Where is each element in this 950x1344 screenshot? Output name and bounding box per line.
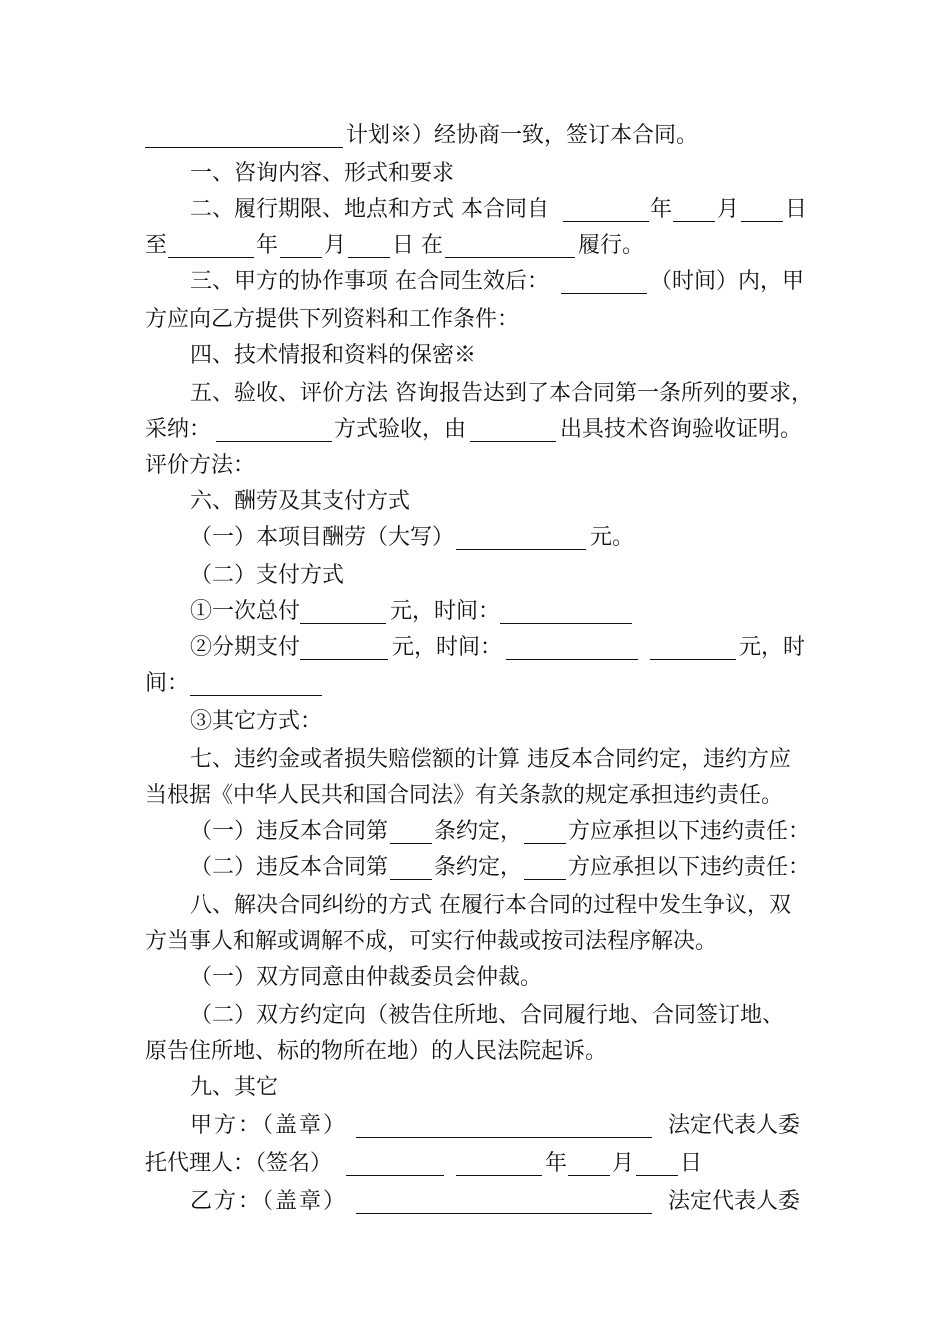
paragraph-text: 元，时间： [392,635,503,660]
text-line [0,776,950,816]
party-b-label: 乙方：（盖章） [190,1189,348,1214]
signature-line [0,1106,950,1146]
section-heading [0,1068,950,1108]
month-label: 月 [717,197,740,222]
blank-field [741,197,783,222]
paragraph-text: 元，时间： [390,599,501,624]
paragraph-text: 原告住所地、标的物所在地）的人民法院起诉。 [145,1039,608,1064]
blank-field [190,671,322,696]
paragraph-text: 当根据《中华人民共和国合同法》有关条款的规定承担违约责任。 [145,783,784,808]
blank-field [145,123,343,148]
paragraph-text: 三、甲方的协作事项 在合同生效后： [190,269,549,294]
section-heading [0,154,950,194]
blank-field [524,819,566,844]
blank-field [500,599,632,624]
blank-field [390,819,432,844]
text-line [0,226,950,266]
text-line [0,116,950,156]
month-label: 月 [324,233,347,258]
blank-field [300,599,386,624]
text-line [0,374,950,414]
text-line [0,702,950,742]
day-label: 日 [680,1151,703,1176]
blank-field [445,233,575,258]
text-line [0,446,950,486]
blank-field [563,197,649,222]
blank-field [390,855,432,880]
text-line [0,1032,950,1072]
text-line [0,190,950,230]
day-label: 日 [785,197,808,222]
paragraph-text: （时间）内，甲 [650,269,805,294]
blank-field [456,1151,542,1176]
paragraph-text: 计划※）经协商一致，签订本合同。 [346,123,699,148]
paragraph-text: （一）双方同意由仲裁委员会仲裁。 [190,965,543,990]
text-line [0,996,950,1036]
paragraph-text: （二）支付方式 [190,563,345,588]
paragraph-text: 方式验收，由 [334,417,467,442]
signature-line [0,1182,950,1222]
text-line [0,518,950,558]
paragraph-text: 采纳： [145,417,212,442]
signature-field [346,1151,444,1176]
blank-field [456,525,586,550]
blank-field [524,855,566,880]
paragraph-text: （二）双方约定向（被告住所地、合同履行地、合同签订地、 [190,1003,785,1028]
paragraph-text: 条约定， [434,855,523,880]
heading-text: 一、咨询内容、形式和要求 [190,161,455,186]
blank-field [673,197,715,222]
paragraph-text: （一）违反本合同第 [190,819,389,844]
signature-line [0,1144,950,1184]
paragraph-text: 至 [145,233,168,258]
text-line [0,958,950,998]
year-label: 年 [650,197,673,222]
paragraph-text: 方应向乙方提供下列资料和工作条件： [145,307,520,332]
text-line [0,628,950,668]
paragraph-text: 元，时 [739,635,806,660]
paragraph-text: ①一次总付 [190,599,301,624]
section-heading [0,886,950,926]
paragraph-text: （二）违反本合同第 [190,855,389,880]
text-line [0,556,950,596]
paragraph-text: 法定代表人委 [668,1113,801,1138]
heading-text: 四、技术情报和资料的保密※ [190,343,477,368]
paragraph-text: ②分期支付 [190,635,301,660]
text-line [0,300,950,340]
blank-field [568,1151,610,1176]
blank-field [470,417,556,442]
text-line [0,410,950,450]
text-line [0,664,950,704]
paragraph-text: 二、履行期限、地点和方式 本合同自 [190,197,549,222]
section-heading [0,482,950,522]
text-line [0,262,950,302]
text-line [0,848,950,888]
heading-text: 六、酬劳及其支付方式 [190,489,411,514]
party-a-label: 甲方：（盖章） [190,1113,348,1138]
paragraph-text: ③其它方式： [190,709,323,734]
paragraph-text: 出具技术咨询验收证明。 [560,417,803,442]
year-label: 年 [545,1151,568,1176]
heading-text: 七、违约金或者损失赔偿额的计算 违反本合同约定，违约方应 [190,747,791,772]
paragraph-text: 元。 [590,525,635,550]
blank-field [636,1151,678,1176]
blank-field [216,417,332,442]
heading-text: 九、其它 [190,1075,279,1100]
paragraph-text: 五、验收、评价方法 咨询报告达到了本合同第一条所列的要求， [190,381,813,406]
paragraph-text: 评价方法： [145,453,256,478]
blank-field [168,233,254,258]
paragraph-text: 履行。 [578,233,645,258]
party-a-seal-field [356,1113,652,1138]
blank-field [506,635,638,660]
heading-text: 八、解决合同纠纷的方式 在履行本合同的过程中发生争议，双 [190,893,791,918]
section-heading [0,336,950,376]
blank-field [650,635,736,660]
party-b-seal-field [356,1189,652,1214]
paragraph-text: （一）本项目酬劳（大写） [190,525,455,550]
paragraph-text: 方当事人和解或调解不成，可实行仲裁或按司法程序解决。 [145,929,718,954]
year-label: 年 [256,233,279,258]
paragraph-text: 日 在 [392,233,443,258]
paragraph-text: 法定代表人委 [668,1189,801,1214]
blank-field [348,233,390,258]
section-heading [0,740,950,780]
blank-field [561,269,647,294]
paragraph-text: 方应承担以下违约责任： [568,819,811,844]
paragraph-text: 方应承担以下违约责任： [568,855,811,880]
blank-field [280,233,322,258]
paragraph-text: 间： [145,671,190,696]
text-line [0,922,950,962]
text-line [0,812,950,852]
blank-field [300,635,388,660]
month-label: 月 [612,1151,635,1176]
paragraph-text: 条约定， [434,819,523,844]
text-line [0,592,950,632]
agent-sign-label: 托代理人：（签名） [145,1151,333,1176]
